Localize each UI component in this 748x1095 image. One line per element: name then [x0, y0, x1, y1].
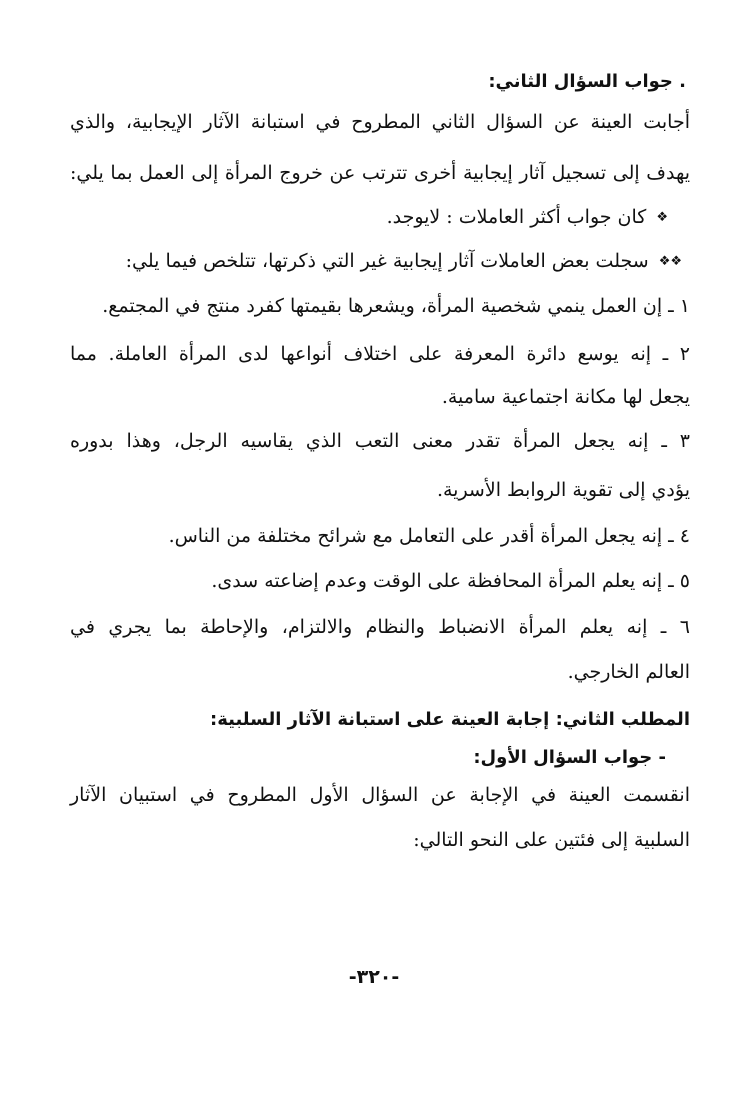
diamond-bullet-icon: ❖ — [656, 210, 668, 225]
list-item-3-continued: يؤدي إلى تقوية الروابط الأسرية. — [436, 479, 690, 501]
paragraph-line: يهدف إلى تسجيل آثار إيجابية أخرى تترتب عن خروج المرأة إلى العمل بما يلي: — [70, 162, 690, 184]
bullet-text: سجلت بعض العاملات آثار إيجابية غير التي ذكرتها، تتلخص فيما يلي: — [125, 250, 649, 272]
bullet-text: كان جواب أكثر العاملات : لايوجد. — [386, 206, 647, 228]
paragraph-line: أجابت العينة عن السؤال الثاني المطروح في استبانة الآثار الإيجابية، والذي — [70, 111, 690, 133]
list-item-2: ٢ ـ إنه يوسع دائرة المعرفة على اختلاف أنواعها لدى المرأة العاملة. مما — [70, 343, 690, 365]
list-item-3: ٣ ـ إنه يجعل المرأة تقدر معنى التعب الذي يقاسيه الرجل، وهذا بدوره — [70, 430, 690, 452]
subheading-first-question: - جواب السؤال الأول: — [473, 747, 666, 768]
bullet-item-1 — [70, 201, 668, 236]
section-heading-negative-effects: المطلب الثاني: إجابة العينة على استبانة الآثار السلبية: — [210, 709, 690, 730]
paragraph-line: انقسمت العينة في الإجابة عن السؤال الأول المطروح في استبيان الآثار — [70, 784, 690, 806]
paragraph-line: السلبية إلى فئتين على النحو التالي: — [413, 829, 690, 851]
list-item-2-continued: يجعل لها مكانة اجتماعية سامية. — [441, 386, 690, 408]
list-item-4: ٤ ـ إنه يجعل المرأة أقدر على التعامل مع شرائح مختلفة من الناس. — [168, 525, 690, 547]
page-number: -٣٢٠- — [348, 966, 400, 988]
list-item-6: ٦ ـ إنه يعلم المرأة الانضباط والنظام والالتزام، والإحاطة بما يجري في — [70, 616, 690, 638]
list-item-5: ٥ ـ إنه يعلم المرأة المحافظة على الوقت وعدم إضاعته سدى. — [211, 570, 690, 592]
bullet-item-2 — [70, 245, 682, 280]
list-item-6-continued: العالم الخارجي. — [567, 661, 690, 683]
section-heading-second-question: . جواب السؤال الثاني: — [488, 71, 686, 92]
list-item-1: ١ ـ إن العمل ينمي شخصية المرأة، ويشعرها بقيمتها كفرد منتج في المجتمع. — [102, 295, 690, 317]
double-diamond-bullet-icon: ❖❖ — [658, 254, 682, 269]
